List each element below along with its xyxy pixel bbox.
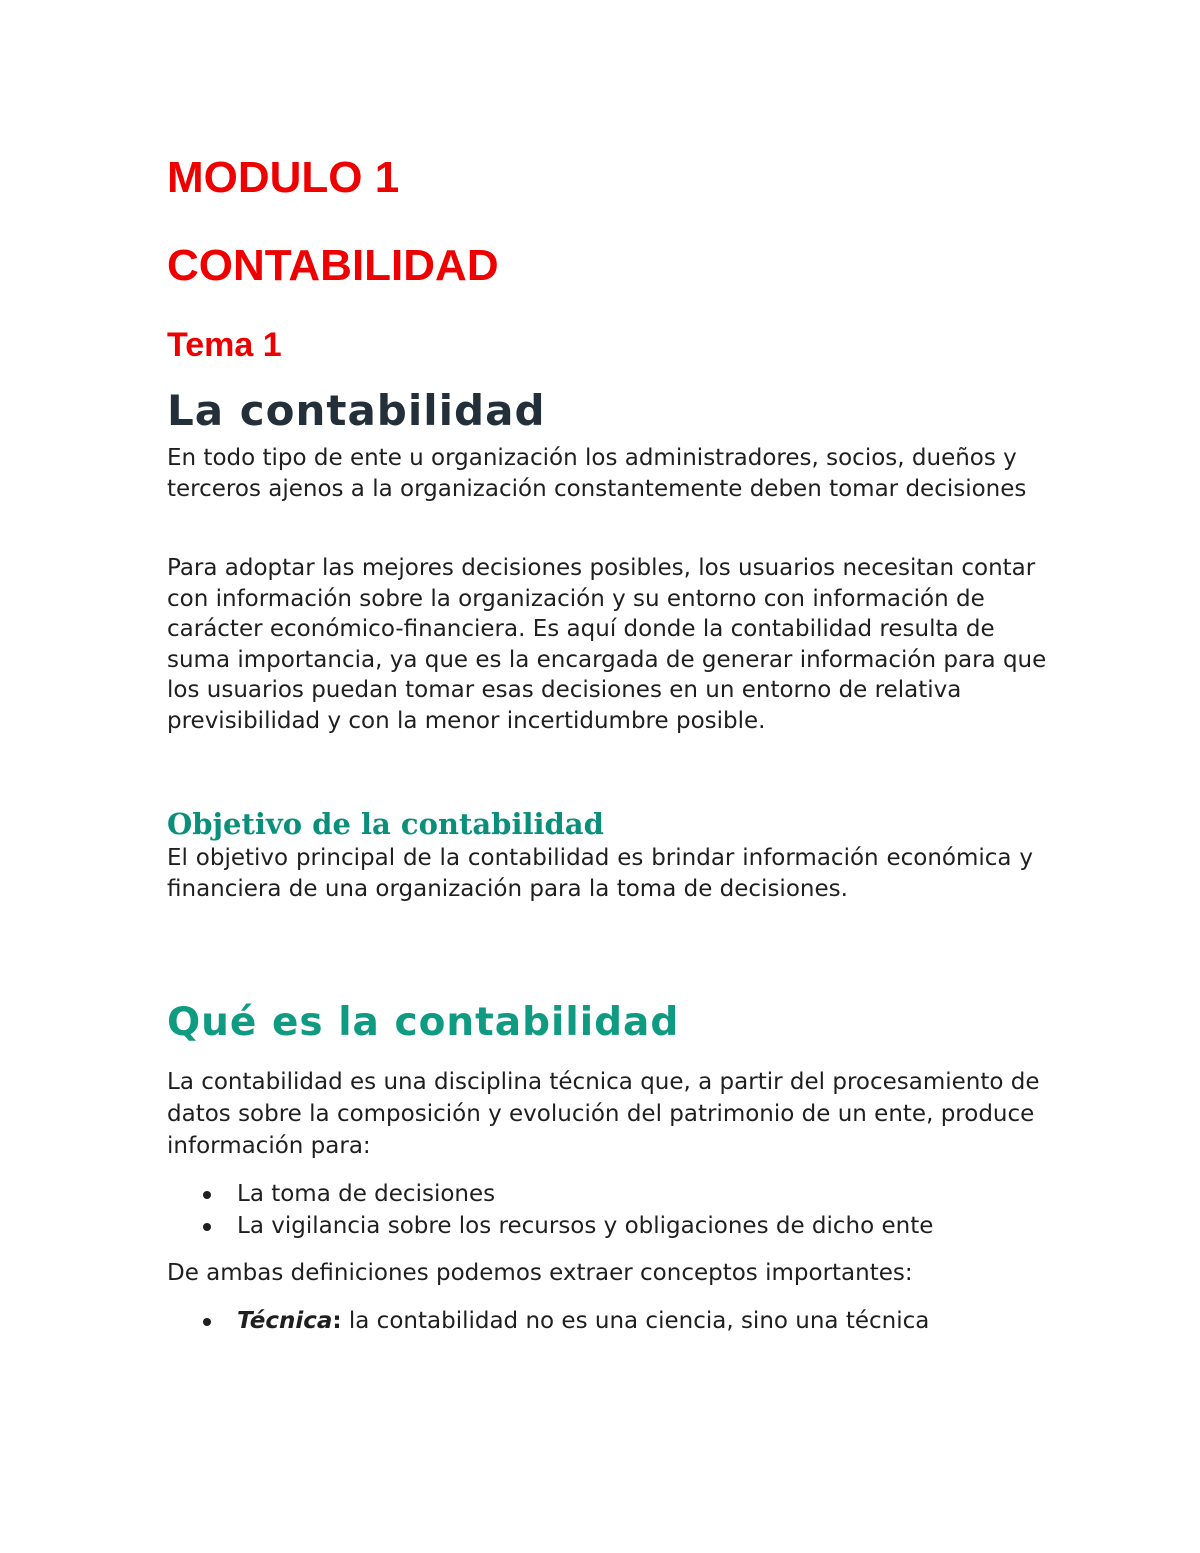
section-heading-que-es: Qué es la contabilidad [167,1000,680,1045]
concept-definition: la contabilidad no es una ciencia, sino una técnica [341,1308,930,1334]
section-heading-objetivo: Objetivo de la contabilidad [167,807,604,841]
list-item [167,1178,933,1210]
section-heading-la-contabilidad: La contabilidad [167,386,546,435]
list-item-text: La toma de decisiones [237,1181,496,1207]
subject-title: CONTABILIDAD [167,241,499,290]
intro-paragraph: En todo tipo de ente u organización los administradores, socios, dueños y terceros ajenos a la organización constantemente deben tomar decisiones [167,445,1027,502]
purpose-list [167,1178,933,1242]
objective-paragraph: El objetivo principal de la contabilidad es brindar información económica y financiera de una organización para la toma de decisiones. [167,845,1033,902]
bullet-icon [203,1318,211,1326]
bullet-icon [203,1223,211,1231]
concept-separator: : [332,1308,342,1334]
module-title: MODULO 1 [167,153,400,202]
concepts-intro-paragraph: De ambas definiciones podemos extraer conceptos importantes: [167,1260,913,1286]
bullet-icon [203,1191,211,1199]
list-item [167,1210,933,1242]
definition-paragraph: La contabilidad es una disciplina técnica que, a partir del procesamiento de datos sobre la composición y evolución del patrimonio de un ente, produce información para: [167,1069,1040,1159]
list-item [167,1305,929,1337]
concept-term: Técnica [237,1308,333,1334]
concepts-list [167,1305,929,1337]
topic-title: Tema 1 [167,326,282,364]
list-item-text: La vigilancia sobre los recursos y obligaciones de dicho ente [237,1213,934,1239]
importance-paragraph: Para adoptar las mejores decisiones posibles, los usuarios necesitan contar con información sobre la organización y su entorno con información de carácter económico-financiera. Es aquí donde la contabilidad resulta de suma importancia, ya que es la encargada de generar información para que los usuarios puedan tomar esas decisiones en un entorno de relativa previsibilidad y con la menor incertidumbre posible. [167,555,1047,734]
